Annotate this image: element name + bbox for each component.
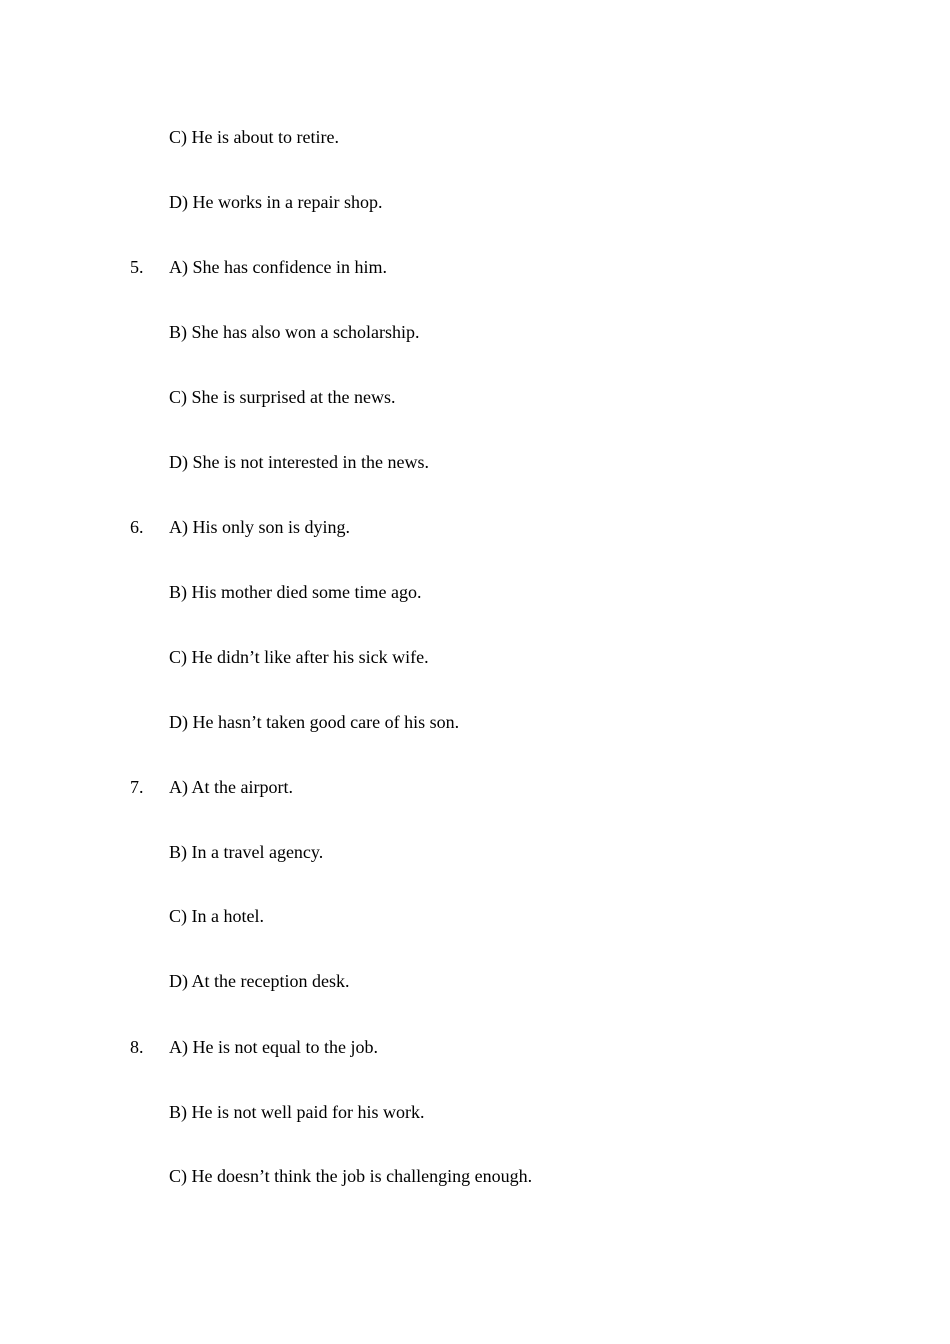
question-number: 8. — [130, 1037, 144, 1057]
question-number: 6. — [130, 517, 144, 537]
answer-option: A) At the airport. — [169, 777, 293, 797]
answer-option: D) He works in a repair shop. — [169, 192, 383, 212]
answer-option: A) She has confidence in him. — [169, 257, 387, 277]
answer-option: A) His only son is dying. — [169, 517, 351, 537]
question-number: 7. — [130, 777, 144, 797]
answer-option: B) In a travel agency. — [169, 842, 324, 862]
answer-option: D) He hasn’t taken good care of his son. — [169, 712, 460, 732]
answer-option: A) He is not equal to the job. — [169, 1037, 378, 1057]
answer-option: D) At the reception desk. — [169, 971, 350, 991]
answer-option: C) He didn’t like after his sick wife. — [169, 647, 429, 667]
answer-option: D) She is not interested in the news. — [169, 452, 429, 472]
answer-option: B) His mother died some time ago. — [169, 582, 422, 602]
answer-option: C) He doesn’t think the job is challenging enough. — [169, 1166, 533, 1186]
answer-option: C) She is surprised at the news. — [169, 387, 396, 407]
answer-option: B) He is not well paid for his work. — [169, 1102, 425, 1122]
answer-option: C) He is about to retire. — [169, 127, 339, 147]
question-number: 5. — [130, 257, 144, 277]
answer-option: B) She has also won a scholarship. — [169, 322, 420, 342]
answer-option: C) In a hotel. — [169, 906, 264, 926]
